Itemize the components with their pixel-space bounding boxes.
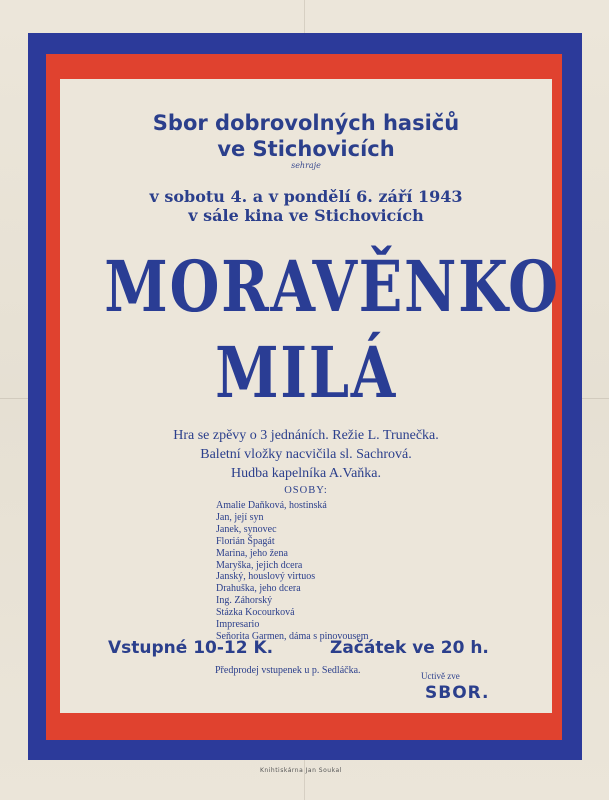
start-time: Začátek ve 20 h. (330, 638, 489, 658)
cast-item: Florián Špagát (216, 535, 275, 547)
cast-item: Janský, houslový virtuos (216, 571, 316, 583)
invitation-text: Uctivě zve (421, 671, 460, 681)
description-line-1: Hra se zpěvy o 3 jednáních. Režie L. Trunečka. (173, 428, 439, 443)
cast-item: Seňorita Garmen, dáma s pinovousem (216, 630, 369, 642)
play-description (60, 426, 552, 483)
description-line-3: Hudba kapelníka A.Vaňka. (230, 466, 382, 481)
play-title-line-2: MILÁ (215, 331, 397, 414)
cast-item: Stázka Kocourková (216, 607, 295, 619)
signature: SBOR. (425, 683, 490, 703)
cast-item: Maryška, jejich dcera (216, 559, 303, 571)
cast-item: Jan, její syn (216, 511, 264, 523)
presale-note: Předprodej vstupenek u p. Sedláčka. (215, 665, 361, 676)
play-title-line-1: MORAVĚNKO (104, 245, 560, 328)
cast-item: Marina, jeho žena (216, 547, 288, 559)
cast-item: Ing. Záhorský (216, 595, 273, 607)
presents-text: sehraje (291, 161, 321, 170)
organizer-heading (60, 110, 552, 162)
cast-heading: OSOBY: (284, 485, 328, 496)
venue-line: v sále kina ve Stichovicích (188, 206, 424, 225)
printer-credit: Knihtiskárna Jan Soukal (260, 767, 342, 774)
description-line-2: Baletní vložky nacvičila sl. Sachrová. (200, 447, 412, 462)
organizer-line-2: ve Stichovicích (217, 137, 395, 161)
cast-item: Amalie Daňková, hostinská (216, 500, 327, 511)
cast-item: Drahuška, jeho dcera (216, 583, 301, 595)
admission-price: Vstupné 10-12 K. (108, 638, 274, 658)
cast-item: Impresario (216, 619, 260, 631)
organizer-line-1: Sbor dobrovolných hasičů (152, 111, 460, 135)
date-line: v sobotu 4. a v pondělí 6. září 1943 (149, 187, 463, 206)
cast-list (216, 500, 516, 643)
cast-item: Janek, synovec (216, 523, 277, 535)
event-dates (60, 187, 552, 225)
